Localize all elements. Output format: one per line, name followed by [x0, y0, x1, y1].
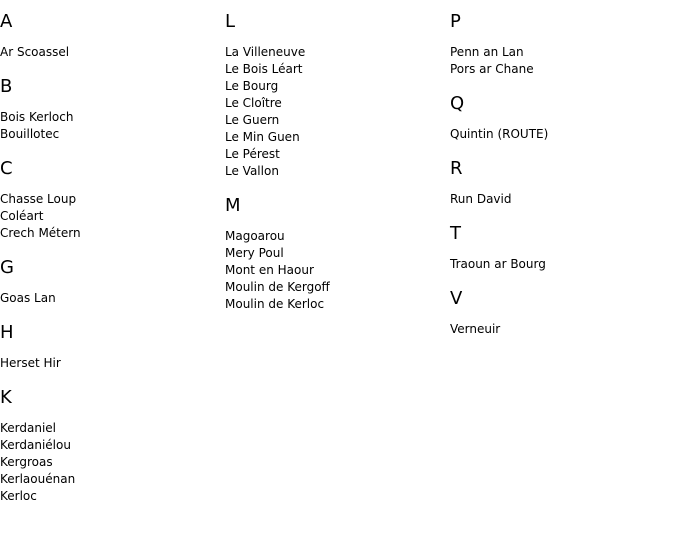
street-list — [0, 109, 220, 143]
street-list — [450, 44, 670, 78]
street-list — [225, 228, 445, 313]
letter-group — [450, 90, 670, 143]
letter-group — [0, 384, 220, 505]
street-link[interactable]: Moulin de Kergoff — [225, 280, 330, 294]
street-link[interactable]: Mont en Haour — [225, 263, 314, 277]
letter-heading: P — [450, 11, 461, 32]
letter-group — [0, 319, 220, 372]
index-column — [225, 8, 445, 313]
street-link[interactable]: Le Cloître — [225, 96, 282, 110]
letter-group — [225, 8, 445, 180]
letter-heading: C — [0, 158, 13, 179]
street-link[interactable]: Verneuir — [450, 322, 501, 336]
street-link[interactable]: Kerdaniélou — [0, 438, 71, 452]
street-list — [450, 191, 670, 208]
letter-heading: L — [225, 11, 236, 32]
street-link[interactable]: Goas Lan — [0, 291, 56, 305]
street-link[interactable]: Ar Scoassel — [0, 45, 70, 59]
letter-group — [450, 220, 670, 273]
letter-heading: A — [0, 11, 13, 32]
street-link[interactable]: Le Bois Léart — [225, 62, 303, 76]
street-link[interactable]: Kerlaouénan — [0, 472, 76, 486]
street-link[interactable]: Kerloc — [0, 489, 37, 503]
letter-group — [0, 73, 220, 143]
street-link[interactable]: Penn an Lan — [450, 45, 524, 59]
street-list — [225, 44, 445, 180]
letter-heading: B — [0, 76, 13, 97]
letter-group — [450, 285, 670, 338]
street-link[interactable]: Bois Kerloch — [0, 110, 74, 124]
letter-heading: V — [450, 288, 463, 309]
letter-group — [0, 8, 220, 61]
letter-heading: T — [450, 223, 461, 244]
street-link[interactable]: Herset Hir — [0, 356, 61, 370]
letter-group — [0, 254, 220, 307]
letter-group — [225, 192, 445, 313]
street-link[interactable]: Bouillotec — [0, 127, 60, 141]
letter-heading: R — [450, 158, 463, 179]
letter-group — [450, 155, 670, 208]
street-link[interactable]: Moulin de Kerloc — [225, 297, 325, 311]
street-link[interactable]: Crech Métern — [0, 226, 81, 240]
street-link[interactable]: Le Min Guen — [225, 130, 300, 144]
street-link[interactable]: Le Guern — [225, 113, 280, 127]
index-column — [0, 8, 220, 505]
letter-heading: Q — [450, 93, 465, 114]
street-list — [0, 44, 220, 61]
street-link[interactable]: Le Pérest — [225, 147, 280, 161]
street-link[interactable]: Quintin (ROUTE) — [450, 127, 549, 141]
street-link[interactable]: Magoarou — [225, 229, 285, 243]
street-list — [450, 321, 670, 338]
street-link[interactable]: Pors ar Chane — [450, 62, 534, 76]
letter-heading: H — [0, 322, 14, 343]
street-link[interactable]: Le Vallon — [225, 164, 279, 178]
street-link[interactable]: La Villeneuve — [225, 45, 306, 59]
street-link[interactable]: Coléart — [0, 209, 44, 223]
street-list — [0, 191, 220, 242]
street-link[interactable]: Chasse Loup — [0, 192, 77, 206]
street-list — [0, 290, 220, 307]
street-list — [450, 256, 670, 273]
letter-heading: M — [225, 195, 241, 216]
street-link[interactable]: Run David — [450, 192, 512, 206]
street-link[interactable]: Mery Poul — [225, 246, 284, 260]
letter-group — [0, 155, 220, 242]
letter-group — [450, 8, 670, 78]
street-link[interactable]: Le Bourg — [225, 79, 279, 93]
letter-heading: G — [0, 257, 14, 278]
street-link[interactable]: Kerdaniel — [0, 421, 57, 435]
street-list — [450, 126, 670, 143]
street-link[interactable]: Kergroas — [0, 455, 53, 469]
street-list — [0, 355, 220, 372]
index-column — [450, 8, 670, 338]
street-link[interactable]: Traoun ar Bourg — [450, 257, 546, 271]
letter-heading: K — [0, 387, 12, 408]
street-list — [0, 420, 220, 505]
